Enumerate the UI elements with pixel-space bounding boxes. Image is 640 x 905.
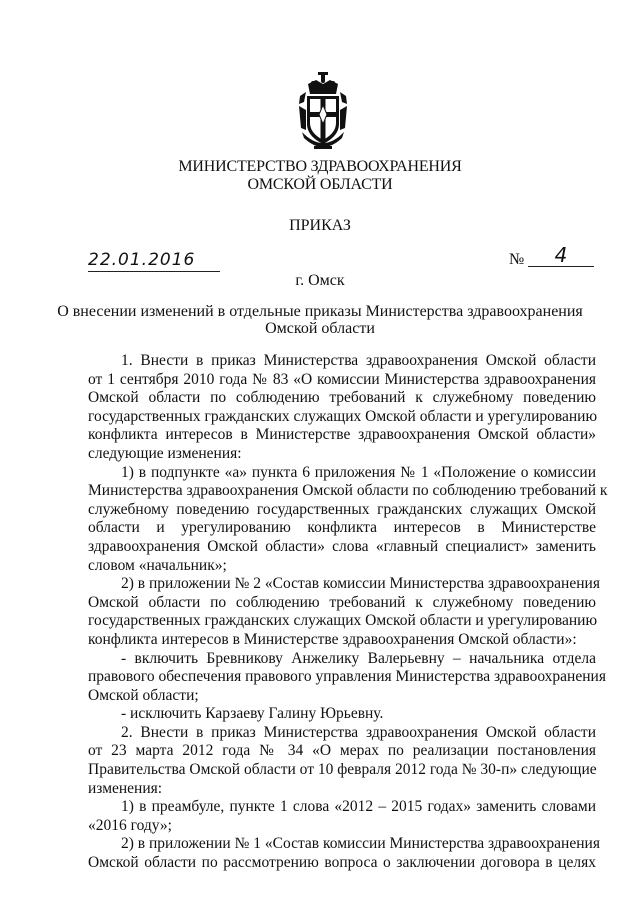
body-line: 2. Внести в приказ Министерства здравоохранения Омской области xyxy=(121,723,596,741)
body-line: следующие изменения: xyxy=(88,444,242,462)
body-line: - включить Бревникову Анжелику Валерьевну – начальника отдела xyxy=(121,649,596,667)
body-line: «2016 году»; xyxy=(88,816,172,834)
order-title: ПРИКАЗ xyxy=(289,217,351,234)
body-line: конфликта интересов в Министерстве здравоохранения Омской области»: xyxy=(88,630,577,648)
order-subject-line-2: Омской области xyxy=(265,320,375,337)
body-line: Омской области; xyxy=(88,686,199,704)
order-number-handwritten: 4 xyxy=(528,244,594,267)
body-line: словом «начальник»; xyxy=(88,556,227,574)
body-line: 2) в приложении № 1 «Состав комиссии Министерства здравоохранения xyxy=(121,835,600,853)
body-line: Правительства Омской области от 10 февраля 2012 года № 30-п» следующие xyxy=(88,761,597,779)
body-line: Омской области по соблюдению требований к служебному поведению xyxy=(88,593,596,611)
body-line: конфликта интересов в Министерстве здравоохранения Омской области» xyxy=(88,426,596,444)
body-line: области и урегулированию конфликта интересов в Министерстве xyxy=(88,519,596,537)
body-line: служебному поведению государственных гражданских служащих Омской xyxy=(88,500,596,518)
body-line: 2) в приложении № 2 «Состав комиссии Министерства здравоохранения xyxy=(121,575,600,593)
body-line: от 1 сентября 2010 года № 83 «О комиссии Министерства здравоохранения xyxy=(88,370,596,388)
body-line: 1. Внести в приказ Министерства здравоохранения Омской области xyxy=(121,352,596,369)
ministry-name-line-2: ОМСКОЙ ОБЛАСТИ xyxy=(247,176,393,193)
body-line: 1) в подпункте «а» пункта 6 приложения № 1 «Положение о комиссии xyxy=(121,463,596,481)
body-line: от 23 марта 2012 года № 34 «О мерах по реализации постановления xyxy=(88,742,596,760)
order-body xyxy=(88,352,608,873)
order-date-handwritten: 22.01.2016 xyxy=(88,250,220,272)
body-line: Омской области по соблюдению требований к служебному поведению xyxy=(88,389,596,407)
order-number-label: № xyxy=(509,251,525,268)
body-line: изменения: xyxy=(88,779,163,797)
body-line: - исключить Карзаеву Галину Юрьевну. xyxy=(121,705,384,723)
body-line: 1) в преамбуле, пункте 1 слова «2012 – 2015 годах» заменить словами xyxy=(121,798,596,816)
omsk-region-coat-of-arms-emblem xyxy=(298,72,348,154)
order-subject-line-1: О внесении изменений в отдельные приказы Министерства здравоохранения xyxy=(57,303,583,320)
city: г. Омск xyxy=(295,272,345,289)
body-line: государственных гражданских служащих Омской области и урегулированию xyxy=(88,612,598,630)
ministry-name xyxy=(0,158,640,194)
body-line: Омской области по рассмотрению вопроса о заключении договора в целях xyxy=(88,854,596,872)
body-line: государственных гражданских служащих Омской области и урегулированию xyxy=(88,407,598,425)
ministry-name-line-1: МИНИСТЕРСТВО ЗДРАВООХРАНЕНИЯ xyxy=(178,158,462,175)
body-line: правового обеспечения правового управления Министерства здравоохранения xyxy=(88,668,606,686)
body-line: Министерства здравоохранения Омской области по соблюдению требований к xyxy=(88,482,608,500)
order-subject xyxy=(0,303,640,337)
body-line: здравоохранения Омской области» слова «главный специалист» заменить xyxy=(88,537,596,555)
